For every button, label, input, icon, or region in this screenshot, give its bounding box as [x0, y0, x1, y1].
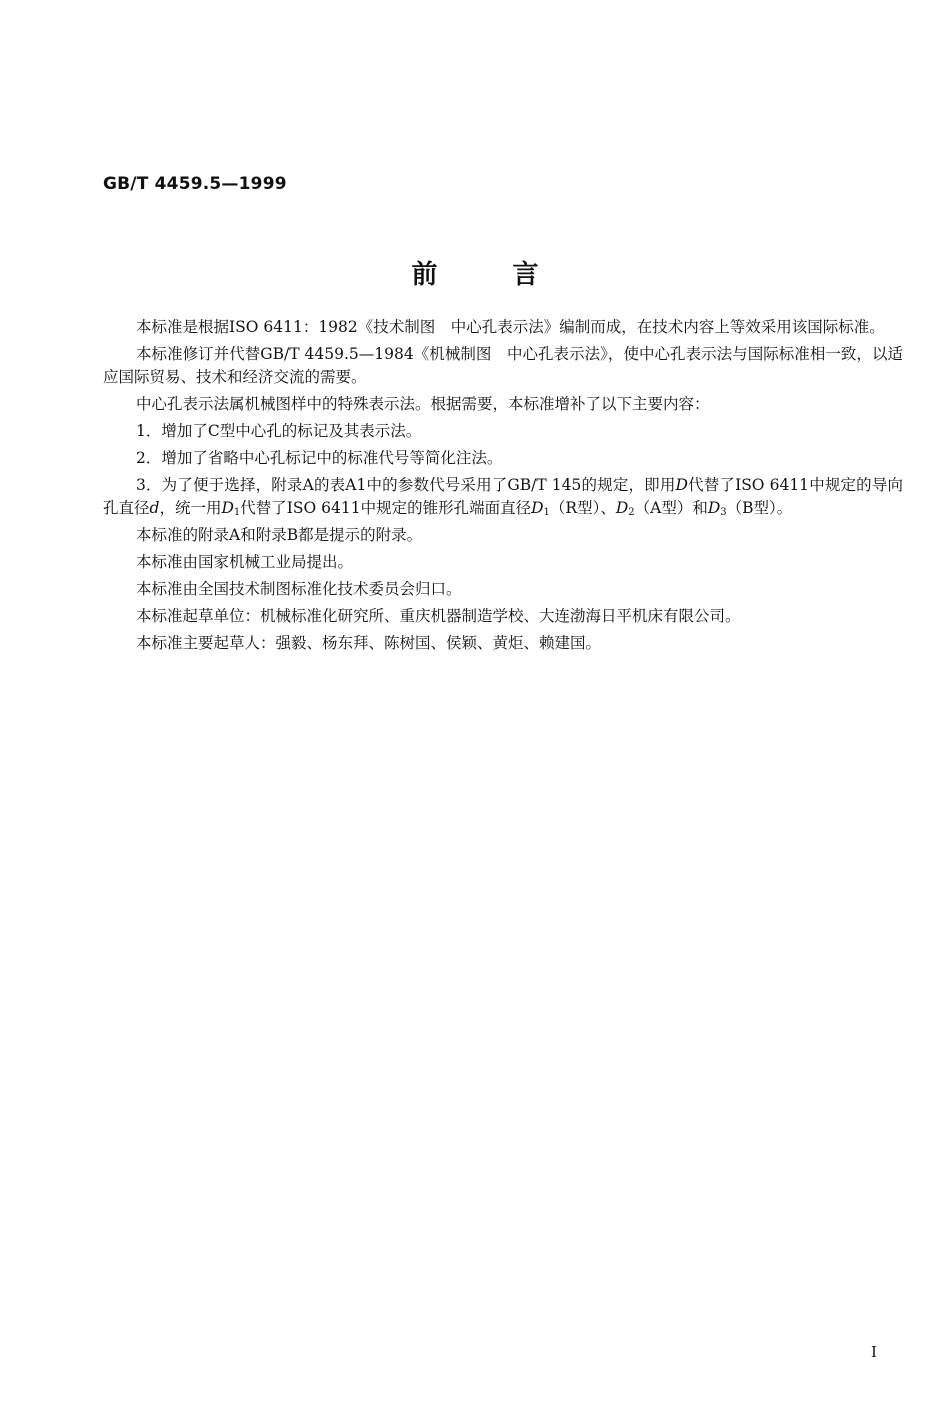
text-segment: 3．为了便于选择，附录A的表A1中的参数代号采用了GB/T 145的规定，即用 — [136, 476, 676, 494]
subscript: 1 — [543, 507, 550, 518]
symbol-d1: D — [531, 499, 544, 517]
text-segment: 代替了ISO 6411中规定的导向孔直径 — [103, 476, 903, 517]
list-item-parameter-symbols — [103, 474, 903, 520]
list-item-simplified-notation: 2．增加了省略中心孔标记中的标准代号等简化注法。 — [136, 449, 503, 467]
paragraph-revision: 本标准修订并代替GB/T 4459.5—1984《机械制图 中心孔表示法》，使中心孔表示法与国际标准相一致，以适应国际贸易、技术和经济交流的需要。 — [103, 345, 903, 386]
text-segment: 代替了ISO 6411中规定的锥形孔端面直径 — [240, 499, 532, 517]
text-segment: （A型）和 — [634, 499, 708, 517]
paragraph-drafting-units: 本标准起草单位：机械标准化研究所、重庆机器制造学校、大连渤海日平机床有限公司。 — [136, 607, 741, 625]
symbol-d3: D — [707, 499, 721, 517]
paragraph-proposer: 本标准由国家机械工业局提出。 — [136, 553, 354, 571]
list-item-c-type: 1．增加了C型中心孔的标记及其表示法。 — [136, 422, 422, 440]
document-body — [103, 316, 903, 659]
symbol-d1: D — [221, 499, 234, 517]
paragraph-administrator: 本标准由全国技术制图标准化技术委员会归口。 — [136, 580, 462, 598]
subscript: 2 — [628, 507, 635, 518]
page-title: 前言 — [411, 260, 614, 290]
symbol-d-lower: d — [149, 499, 160, 517]
page-number: I — [871, 1343, 877, 1361]
text-segment: （R型）、 — [549, 499, 616, 517]
subscript: 3 — [720, 507, 727, 518]
paragraph-appendices: 本标准的附录A和附录B都是提示的附录。 — [136, 526, 423, 544]
paragraph-supplement-intro: 中心孔表示法属机械图样中的特殊表示法。根据需要，本标准增补了以下主要内容： — [136, 395, 710, 413]
symbol-d2: D — [615, 499, 629, 517]
subscript: 1 — [233, 507, 241, 518]
text-segment: （B型）。 — [726, 499, 793, 517]
paragraph-basis: 本标准是根据ISO 6411：1982《技术制图 中心孔表示法》编制而成，在技术内容上等效采用该国际标准。 — [136, 318, 885, 336]
symbol-d-upper: D — [675, 476, 688, 494]
text-segment: ，统一用 — [159, 499, 222, 517]
standard-number: GB/T 4459.5—1999 — [103, 174, 287, 194]
paragraph-drafters: 本标准主要起草人：强毅、杨东拜、陈树国、侯颖、黄炬、赖建国。 — [136, 634, 602, 652]
